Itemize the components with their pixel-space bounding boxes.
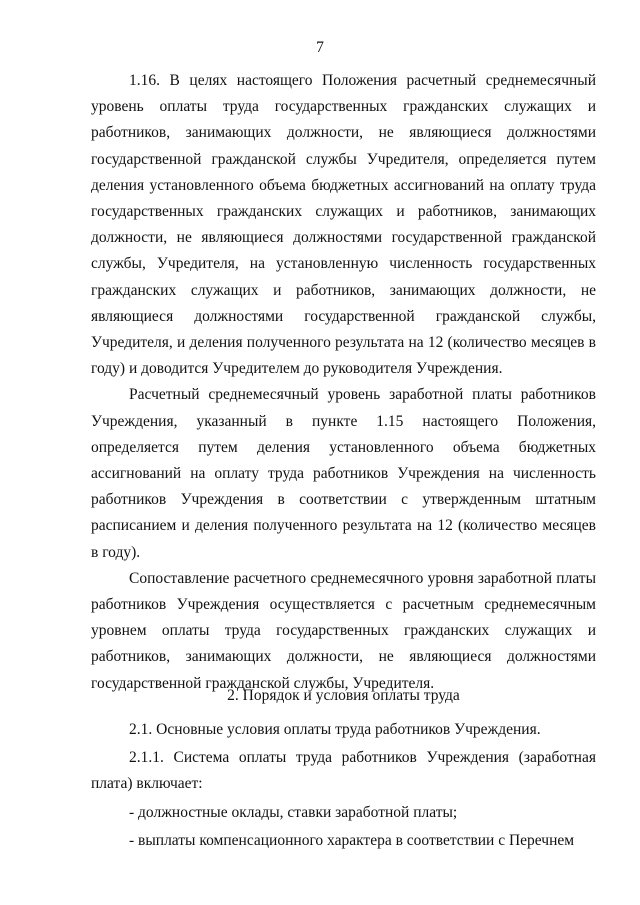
list-item-salaries: - должностные оклады, ставки заработной платы; — [129, 803, 458, 821]
section-2-text — [91, 717, 596, 854]
paragraph-1-16: 1.16. В целях настоящего Положения расчетный среднемесячный уровень оплаты труда государственных гражданских служащих и работников, занимающих должности, не являющиеся должностями государственной гражданской службы Учредителя, определяется путем деления установленного объема бюджетных ассигнований на оплату труда государственных гражданских служащих и работников, занимающих должности, не являющиеся должностями государственной гражданской службы, Учредителя, на установленную численность государственных гражданских служащих и работников, занимающих должности, не являющиеся должностями государственной гражданской службы, Учредителя, и деления полученного результата на 12 (количество месяцев в году) и доводится Учредителем до руководителя Учреждения. — [91, 72, 596, 378]
paragraph-calculated-salary-level: Расчетный среднемесячный уровень заработной платы работников Учреждения, указанный в пункте 1.15 настоящего Положения, определяется путем деления установленного объема бюджетных ассигнований на оплату труда работников Учреждения на численность работников Учреждения в соответствии с утвержденным штатным расписанием и деления полученного результата на 12 (количество месяцев в году). — [91, 386, 596, 561]
paragraph-2-1: 2.1. Основные условия оплаты труда работников Учреждения. — [129, 721, 541, 738]
page-number: 7 — [316, 39, 324, 56]
paragraph-salary-comparison: Сопоставление расчетного среднемесячного уровня заработной платы работников Учреждения осуществляется с расчетным среднемесячным уровнем оплаты труда государственных гражданских служащих и работников, занимающих должности, не являющиеся должностями государственной гражданской службы, Учредителя. — [91, 569, 596, 692]
section-heading: 2. Порядок и условия оплаты труда — [227, 687, 460, 704]
section-2-block — [91, 683, 596, 709]
paragraph-2-1-1: 2.1.1. Система оплаты труда работников Учреждения (заработная плата) включает: — [91, 749, 596, 793]
list-item-compensation: - выплаты компенсационного характера в соответствии с Перечнем — [129, 831, 575, 849]
intro-text-block — [91, 68, 596, 697]
